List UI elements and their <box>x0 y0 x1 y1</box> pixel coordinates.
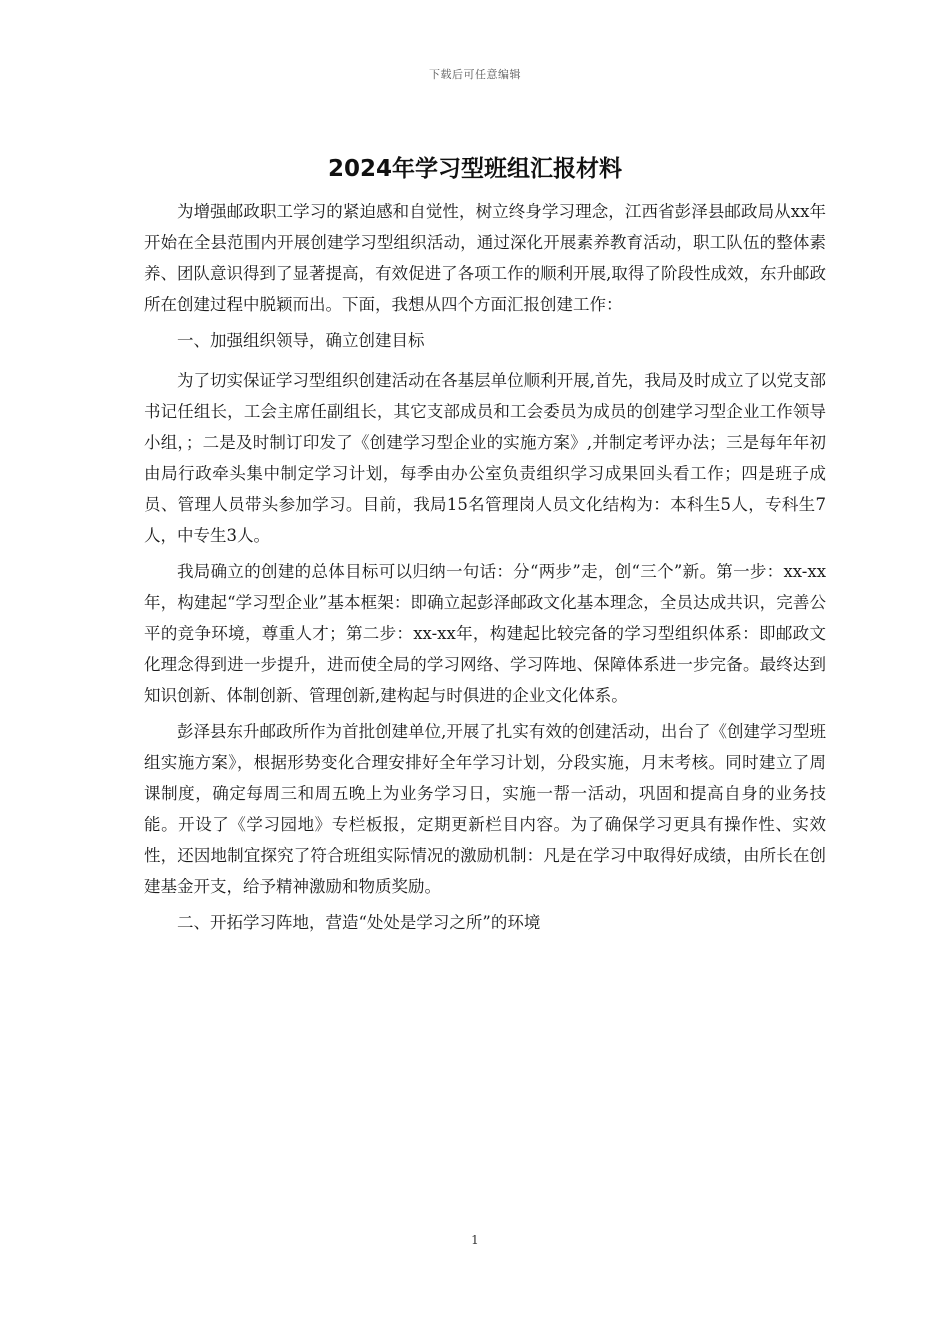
section-heading-1: 一、加强组织领导，确立创建目标 <box>177 331 425 350</box>
document-body <box>144 196 826 947</box>
section-heading-2: 二、开拓学习阵地，营造“处处是学习之所”的环境 <box>177 913 541 932</box>
body-paragraph: 彭泽县东升邮政所作为首批创建单位,开展了扎实有效的创建活动，出台了《创建学习型班组实施方案》，根据形势变化合理安排好全年学习计划，分段实施，月末考核。同时建立了周课制度，确定每周三和周五晚上为业务学习日，实施一帮一活动，巩固和提高自身的业务技能。开设了《学习园地》专栏板报，定期更新栏目内容。为了确保学习更具有操作性、实效性，还因地制宜探究了符合班组实际情况的激励机制：凡是在学习中取得好成绩，由所长在创建基金开支，给予精神激励和物质奖励。 <box>144 722 826 896</box>
page-header-note: 下载后可任意编辑 <box>429 68 521 81</box>
intro-paragraph: 为增强邮政职工学习的紧迫感和自觉性，树立终身学习理念，江西省彭泽县邮政局从xx年开始在全县范围内开展创建学习型组织活动，通过深化开展素养教育活动，职工队伍的整体素养、团队意识得到了显著提高，有效促进了各项工作的顺利开展,取得了阶段性成效，东升邮政所在创建过程中脱颖而出。下面，我想从四个方面汇报创建工作： <box>144 202 826 314</box>
page-number: 1 <box>471 1233 479 1247</box>
body-paragraph: 为了切实保证学习型组织创建活动在各基层单位顺利开展,首先，我局及时成立了以党支部书记任组长，工会主席任副组长，其它支部成员和工会委员为成员的创建学习型企业工作领导小组，；二是及时制订印发了《创建学习型企业的实施方案》,并制定考评办法；三是每年年初由局行政牵头集中制定学习计划，每季由办公室负责组织学习成果回头看工作；四是班子成员、管理人员带头参加学习。目前，我局15名管理岗人员文化结构为：本科生5人，专科生7人，中专生3人。 <box>144 371 826 545</box>
body-paragraph: 我局确立的创建的总体目标可以归纳一句话：分“两步”走，创“三个”新。第一步：xx-xx年，构建起“学习型企业”基本框架：即确立起彭泽邮政文化基本理念，全员达成共识，完善公平的竞争环境，尊重人才；第二步：xx-xx年，构建起比较完备的学习型组织体系：即邮政文化理念得到进一步提升，进而使全局的学习网络、学习阵地、保障体系进一步完备。最终达到知识创新、体制创新、管理创新,建构起与时俱进的企业文化体系。 <box>144 562 826 705</box>
document-title: 2024年学习型班组汇报材料 <box>327 156 622 182</box>
